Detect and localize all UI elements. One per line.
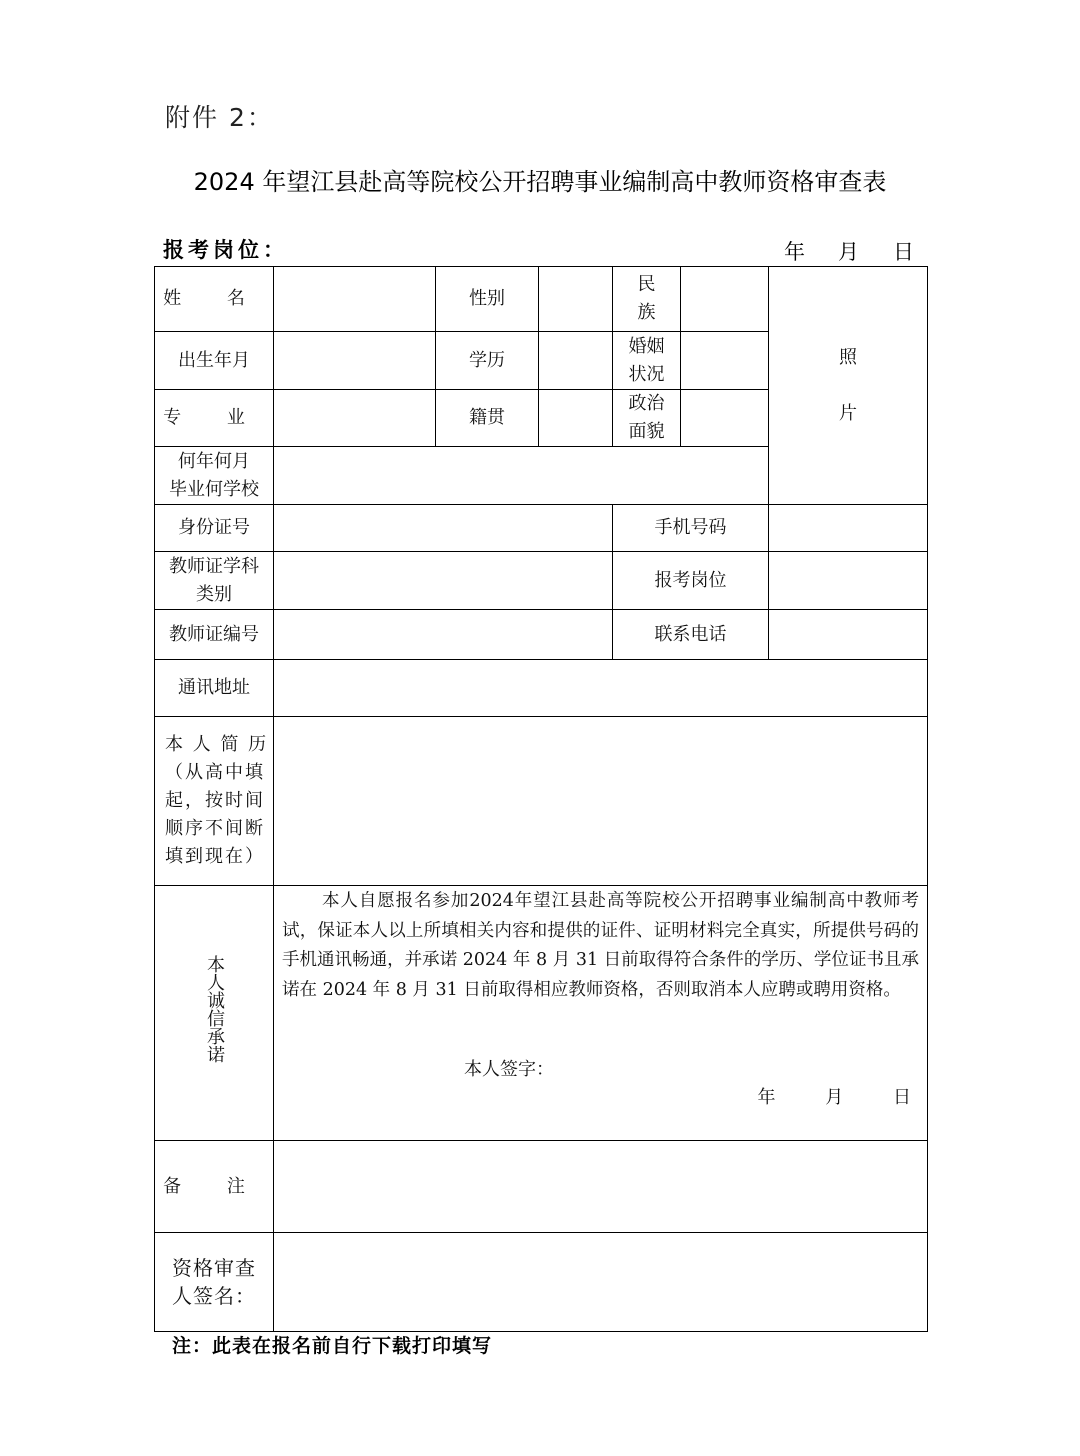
pledge-label [155, 886, 274, 1141]
political-label [613, 390, 681, 447]
ethnicity-label-inner: 民族 [637, 274, 656, 323]
marital-label-2: 状况 [628, 363, 665, 385]
date-month-label: 月 [838, 240, 859, 264]
date-year-label: 年 [784, 240, 805, 264]
ethnicity-label [613, 267, 681, 332]
major-field[interactable] [274, 390, 436, 447]
resume-label-line: 本 人 简 历 [165, 734, 269, 755]
cert-subject-label-2: 类别 [196, 583, 232, 605]
resume-label-line: 起，按时间 [165, 790, 265, 811]
attachment-label: 附件 2： [165, 103, 274, 132]
sign-date [714, 1084, 911, 1112]
post-label: 报考岗位： [163, 238, 288, 262]
name-label: 姓 名 [155, 267, 274, 332]
resume-label-line: 顺序不间断 [165, 818, 265, 839]
resume-label [155, 717, 274, 886]
address-label: 通讯地址 [155, 660, 274, 717]
reviewer-signature-field[interactable] [274, 1233, 928, 1332]
apply-post-label: 报考岗位 [613, 552, 769, 610]
marital-label-1: 婚姻 [628, 335, 665, 357]
id-field[interactable] [274, 505, 613, 552]
apply-post-field[interactable] [769, 552, 928, 610]
birth-label: 出生年月 [155, 332, 274, 390]
page-title: 2024 年望江县赴高等院校公开招聘事业编制高中教师资格审查表 [193, 168, 887, 196]
cert-subject-label-1: 教师证学科 [169, 555, 259, 577]
resume-label-line: （从高中填 [165, 762, 265, 783]
table-row [155, 1141, 928, 1233]
table-row [155, 660, 928, 717]
name-field[interactable] [274, 267, 436, 332]
marital-label [613, 332, 681, 390]
table-row [155, 1233, 928, 1332]
origin-field[interactable] [539, 390, 613, 447]
political-label-2: 面貌 [628, 421, 665, 442]
cert-number-field[interactable] [274, 610, 613, 660]
ethnicity-label-text [637, 271, 657, 327]
sign-month: 月 [825, 1087, 844, 1108]
education-label: 学历 [436, 332, 539, 390]
graduation-field[interactable] [274, 447, 769, 505]
remarks-field[interactable] [274, 1141, 928, 1233]
remarks-label: 备 注 [155, 1141, 274, 1233]
photo-label-1: 照 [839, 346, 857, 368]
gender-field[interactable] [539, 267, 613, 332]
photo-label-2: 片 [839, 402, 857, 424]
education-field[interactable] [539, 332, 613, 390]
graduation-label-1: 何年何月 [178, 450, 250, 472]
gender-label: 性别 [436, 267, 539, 332]
signature-label: 本人签字： [464, 1059, 554, 1080]
table-row [155, 267, 928, 332]
pledge-label-text: 本人诚信承诺 [204, 954, 225, 1063]
qualification-form-table [154, 266, 928, 1332]
reviewer-label-2: 人签名： [172, 1284, 256, 1308]
cert-subject-field[interactable] [274, 552, 613, 610]
footer-note: 注：此表在报名前自行下载打印填写 [172, 1335, 493, 1357]
date-day-label: 日 [893, 240, 914, 264]
table-row [155, 717, 928, 886]
graduation-label [155, 447, 274, 505]
reviewer-label [155, 1233, 274, 1332]
sign-day: 日 [893, 1087, 911, 1108]
photo-area[interactable] [769, 267, 928, 505]
mobile-label: 手机号码 [613, 505, 769, 552]
cert-number-label: 教师证编号 [155, 610, 274, 660]
table-row [155, 886, 928, 1141]
table-row [155, 610, 928, 660]
pledge-cell [274, 886, 928, 1141]
birth-field[interactable] [274, 332, 436, 390]
table-row [155, 552, 928, 610]
cert-subject-label [155, 552, 274, 610]
ethnicity-field[interactable] [681, 267, 769, 332]
marital-field[interactable] [681, 332, 769, 390]
mobile-field[interactable] [769, 505, 928, 552]
political-field[interactable] [681, 390, 769, 447]
contact-phone-label: 联系电话 [613, 610, 769, 660]
political-label-1: 政治 [628, 393, 665, 414]
major-label: 专 业 [155, 390, 274, 447]
contact-phone-field[interactable] [769, 610, 928, 660]
table-row [155, 505, 928, 552]
resume-field[interactable] [274, 717, 928, 886]
origin-label: 籍贯 [436, 390, 539, 447]
graduation-label-2: 毕业何学校 [169, 478, 259, 500]
reviewer-label-1: 资格审查 [172, 1256, 256, 1280]
id-label: 身份证号 [155, 505, 274, 552]
address-field[interactable] [274, 660, 928, 717]
pledge-text: 本人自愿报名参加2024年望江县赴高等院校公开招聘事业编制高中教师考试，保证本人以上所填相关内容和提供的证件、证明材料完全真实，所提供号码的手机通讯畅通，并承诺 2024 年 8 月 31 日前取得符合条件的学历、学位证书且承诺在 2024 年 8 月 31 日前取得相应教师资格，否则取消本人应聘或聘用资格。 [282, 891, 919, 1000]
sign-year: 年 [757, 1087, 776, 1108]
resume-label-line: 填到现在） [165, 846, 265, 867]
